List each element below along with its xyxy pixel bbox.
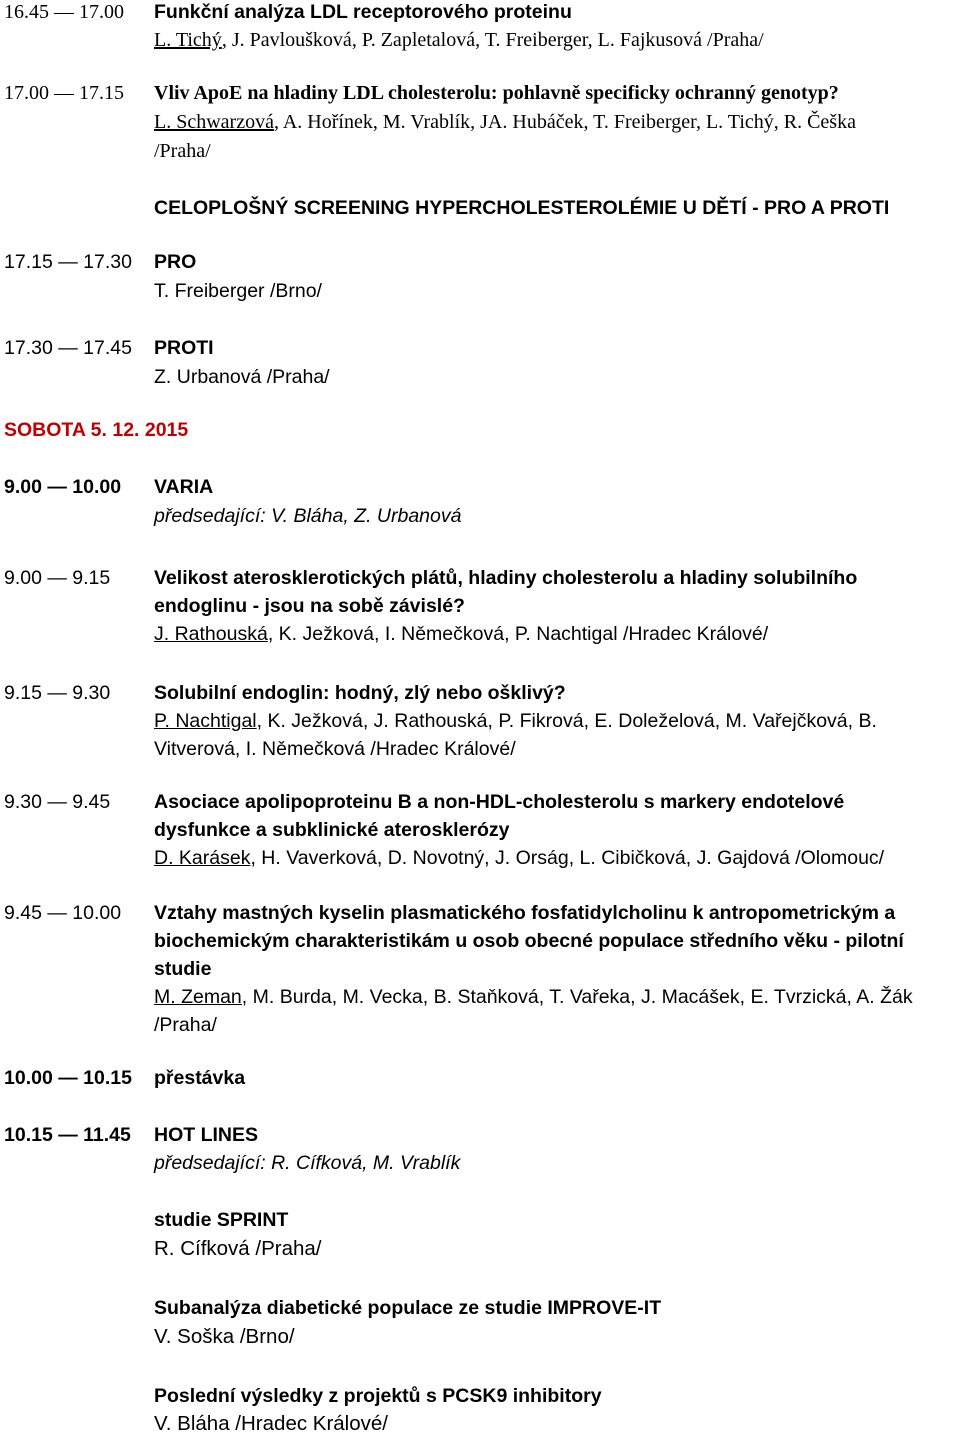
co-authors: , M. Burda, M. Vecka, B. Staňková, T. Vařeka, J. Macášek, E. Tvrzická, A. Žák — [241, 986, 913, 1008]
talk-title: Subanalýza diabetické populace ze studie IMPROVE-IT — [154, 1297, 662, 1319]
block-name: VARIA — [154, 476, 214, 498]
talk-title: Poslední výsledky z projektů s PCSK9 inhibitory — [154, 1385, 602, 1407]
co-authors: , A. Hořínek, M. Vrablík, JA. Hubáček, T. Freiberger, L. Tichý, R. Češka — [273, 111, 856, 133]
session-authors-cont: /Praha/ — [154, 140, 211, 162]
session-authors — [154, 985, 913, 1009]
session-authors-cont: /Praha/ — [154, 1014, 217, 1036]
break-label: přestávka — [154, 1067, 246, 1089]
presenting-author: P. Nachtigal — [154, 710, 257, 732]
talk-author: V. Bláha /Hradec Králové/ — [154, 1412, 388, 1435]
session-title: PRO — [154, 251, 197, 273]
session-authors-cont: Vitverová, I. Němečková /Hradec Králové/ — [154, 738, 516, 760]
chairs: předsedající: V. Bláha, Z. Urbanová — [154, 505, 462, 527]
co-authors: , H. Vaverková, D. Novotný, J. Orság, L. Cibičková, J. Gajdová /Olomouc/ — [250, 847, 885, 869]
day-heading: SOBOTA 5. 12. 2015 — [4, 419, 189, 441]
session-title-cont: endoglinu - jsou na sobě závislé? — [154, 595, 465, 617]
session-title: Solubilní endoglin: hodný, zlý nebo ošklivý? — [154, 682, 566, 704]
co-authors: , K. Ježková, J. Rathouská, P. Fikrová, E. Doleželová, M. Vařejčková, B. — [256, 710, 877, 732]
session-title-cont: biochemickým charakteristikám u osob obecné populace středního věku - pilotní — [154, 930, 904, 952]
session-time: 16.45 — 17.00 — [4, 1, 124, 23]
talk-author: V. Soška /Brno/ — [154, 1325, 295, 1348]
session-authors — [154, 846, 884, 870]
presenting-author: L. Schwarzová — [154, 111, 274, 133]
block-title: CELOPLOŠNÝ SCREENING HYPERCHOLESTEROLÉMIE U DĚTÍ - PRO A PROTI — [154, 197, 890, 219]
session-title: Asociace apolipoproteinu B a non-HDL-cholesterolu s markery endotelové — [154, 791, 845, 813]
presenting-author: D. Karásek — [154, 847, 251, 869]
session-title: PROTI — [154, 337, 214, 359]
session-authors — [154, 28, 764, 52]
session-author: T. Freiberger /Brno/ — [154, 280, 322, 302]
block-name: HOT LINES — [154, 1124, 259, 1146]
session-time: 17.00 — 17.15 — [4, 82, 124, 104]
session-author: Z. Urbanová /Praha/ — [154, 366, 330, 388]
talk-title: studie SPRINT — [154, 1209, 289, 1231]
co-authors: , J. Pavloušková, P. Zapletalová, T. Freiberger, L. Fajkusová /Praha/ — [221, 29, 764, 51]
session-authors — [154, 110, 856, 134]
session-title: Vztahy mastných kyselin plasmatického fosfatidylcholinu k antropometrickým a — [154, 902, 896, 924]
session-time: 9.30 — 9.45 — [4, 791, 111, 813]
session-time: 9.45 — 10.00 — [4, 902, 122, 924]
session-authors — [154, 622, 768, 646]
session-time: 17.15 — 17.30 — [4, 251, 132, 273]
session-title-cont: studie — [154, 958, 212, 980]
session-title-cont: dysfunkce a subklinické aterosklerózy — [154, 819, 510, 841]
session-time: 9.00 — 9.15 — [4, 567, 111, 589]
session-title: Velikost aterosklerotických plátů, hladiny cholesterolu a hladiny solubilního — [154, 567, 858, 589]
talk-author: R. Cífková /Praha/ — [154, 1237, 322, 1260]
presenting-author: L. Tichý — [154, 29, 222, 51]
chairs: předsedající: R. Cífková, M. Vrablík — [154, 1152, 461, 1174]
block-time: 10.15 — 11.45 — [4, 1124, 131, 1146]
session-time: 17.30 — 17.45 — [4, 337, 132, 359]
co-authors: , K. Ježková, I. Němečková, P. Nachtigal /Hradec Králové/ — [267, 623, 769, 645]
session-time: 9.15 — 9.30 — [4, 682, 111, 704]
presenting-author: J. Rathouská — [154, 623, 268, 645]
break-time: 10.00 — 10.15 — [4, 1067, 132, 1089]
session-title: Funkční analýza LDL receptorového proteinu — [154, 1, 572, 23]
session-title: Vliv ApoE na hladiny LDL cholesterolu: pohlavně specificky ochranný genotyp? — [154, 82, 839, 104]
block-time: 9.00 — 10.00 — [4, 476, 122, 498]
session-authors — [154, 709, 877, 733]
presenting-author: M. Zeman — [154, 986, 242, 1008]
